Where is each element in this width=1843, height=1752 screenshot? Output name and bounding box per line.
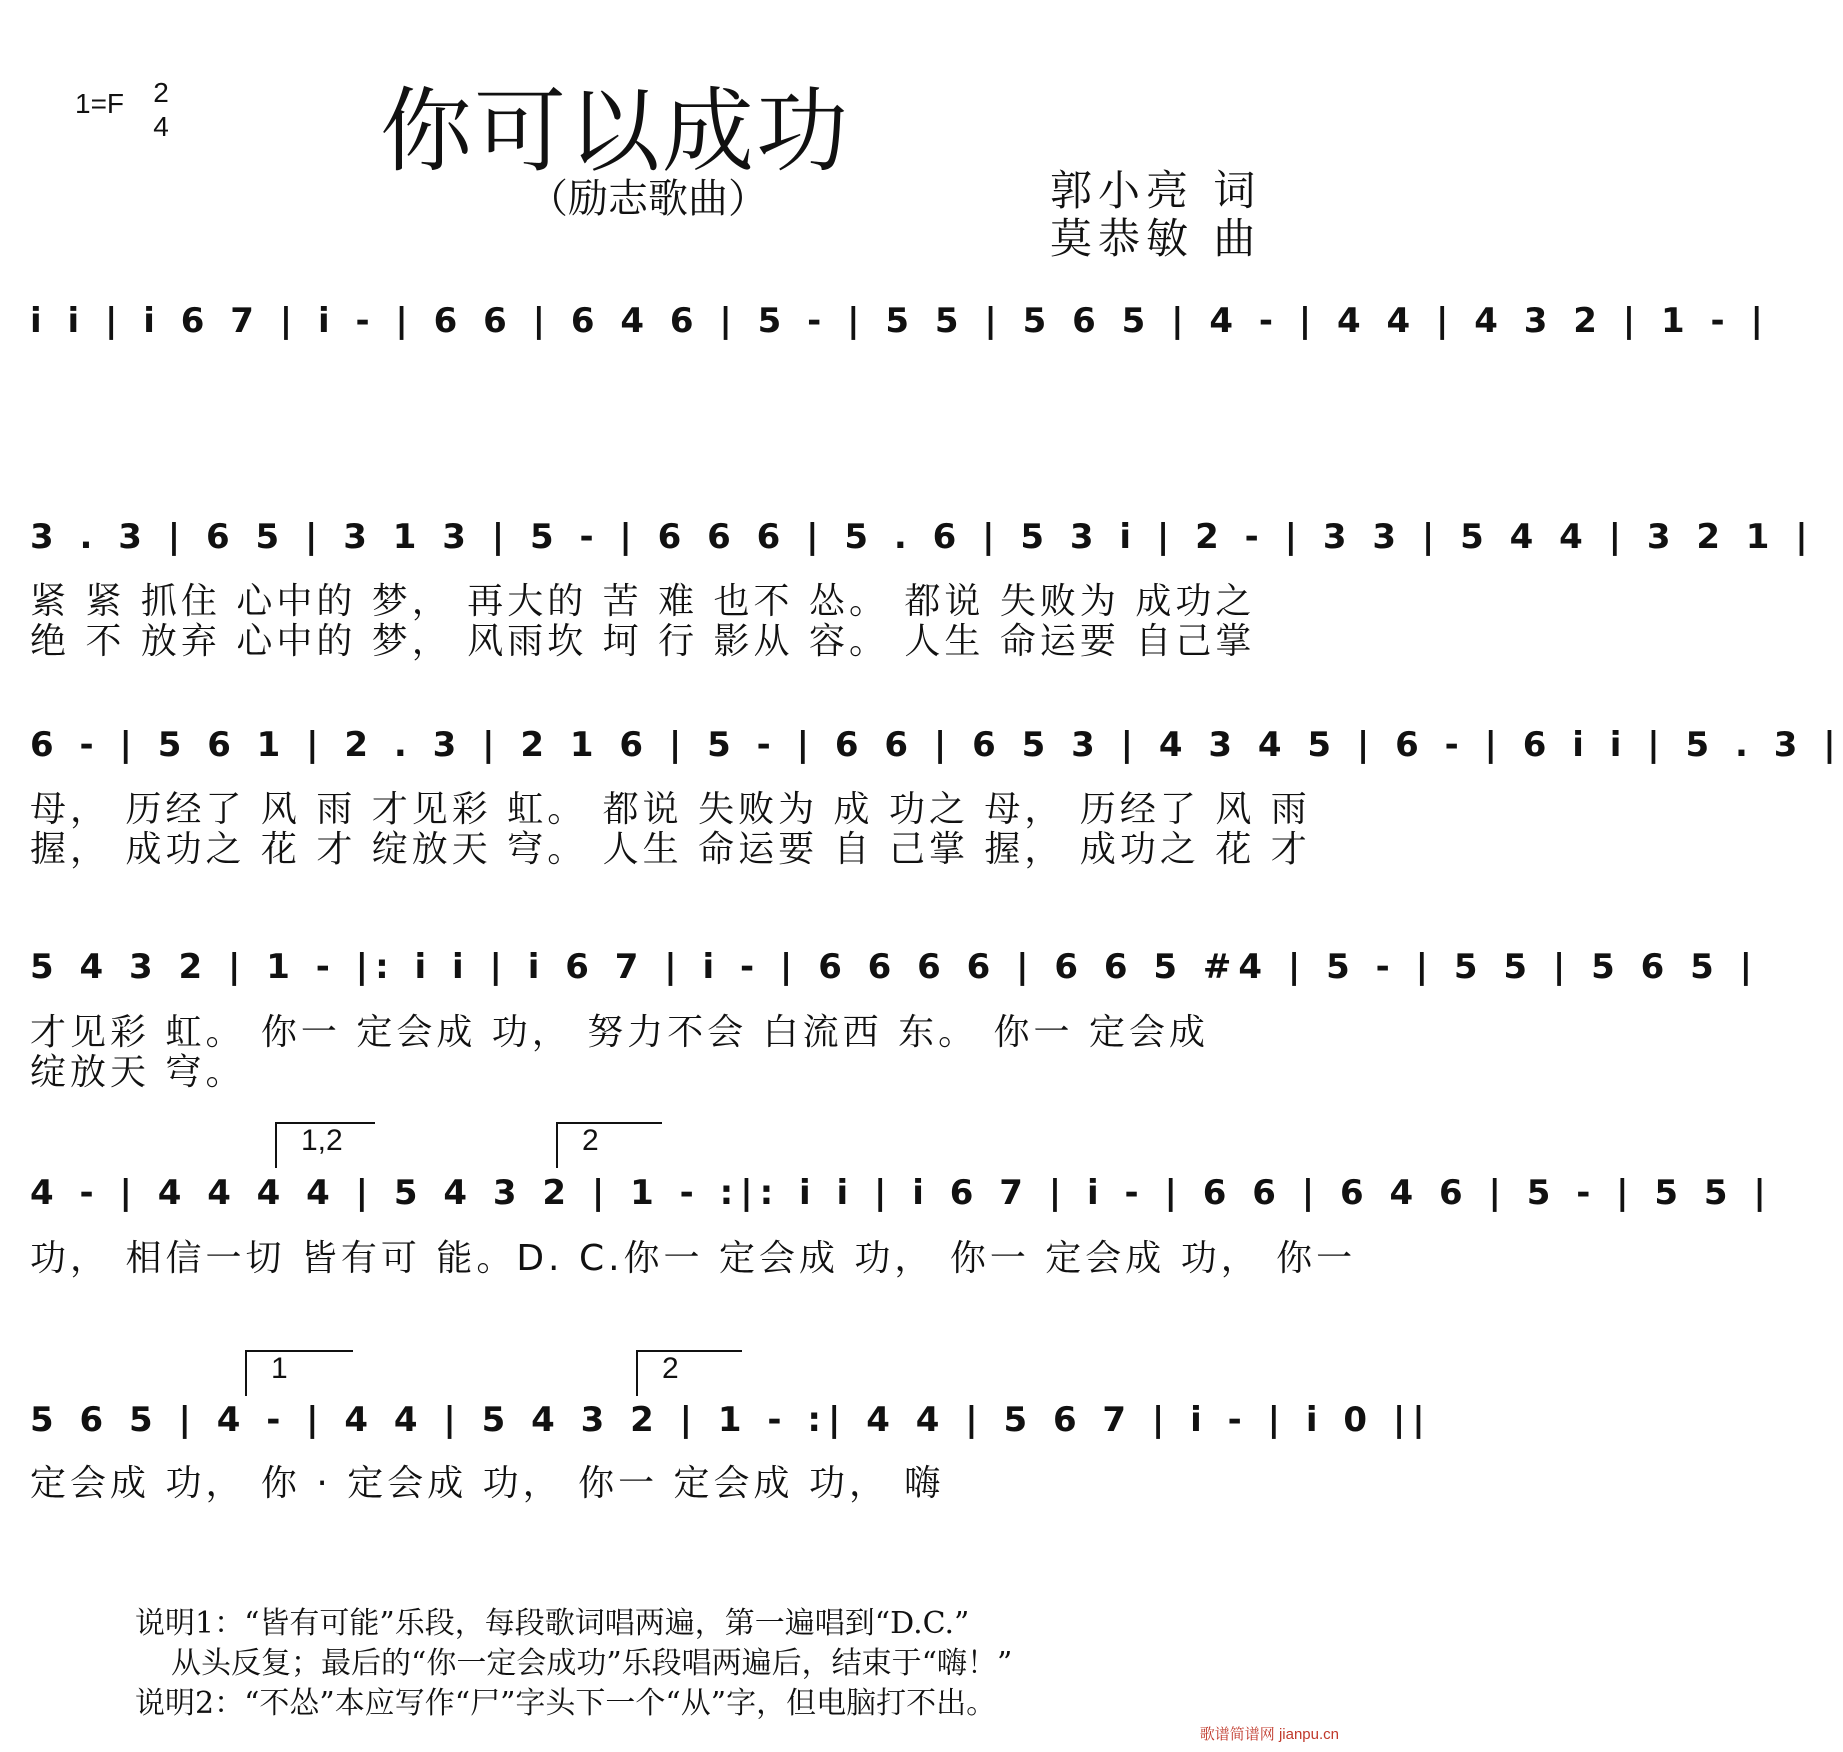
song-subtitle: （励志歌曲）	[528, 176, 768, 222]
explanation-notes	[135, 1604, 1012, 1724]
notation-line-5: 4 - | 4 4 4 4 | 5 4 3 2 | 1 - :|: i i | i 6 7 | i - | 6 6 | 6 4 6 | 5 - | 5 5 |	[30, 1173, 1773, 1213]
site-watermark: 歌谱简谱网 jianpu.cn	[1199, 1726, 1339, 1743]
time-denominator: 4	[153, 111, 169, 142]
explanation-1-cont: 从头反复；最后的“你一定会成功”乐段唱两遍后，结束于“嗨！”	[171, 1646, 1013, 1681]
song-title: 你可以成功	[380, 78, 851, 185]
lyrics-line-2-verse-1: 紧 紧 抓住 心中的 梦， 再大的 苦 难 也不 怂。 都说 失败为 成功之	[30, 581, 1256, 622]
explanation-1: 说明1：“皆有可能”乐段，每段歌词唱两遍，第一遍唱到“D.C.”	[135, 1606, 970, 1641]
time-signature	[146, 76, 176, 144]
lyrics-line-4-verse-1: 才见彩 虹。 你一 定会成 功， 努力不会 白流西 东。 你一 定会成	[30, 1012, 1209, 1053]
lyrics-line-2-verse-2: 绝 不 放弃 心中的 梦， 风雨坎 坷 行 影从 容。 人生 命运要 自己掌	[30, 621, 1256, 662]
notation-line-3: 6 - | 5 6 1 | 2 . 3 | 2 1 6 | 5 - | 6 6 | 6 5 3 | 4 3 4 5 | 6 - | 6 i i | 5 . 3 |	[30, 725, 1843, 765]
volta-bracket-2-final: 2	[636, 1350, 742, 1396]
volta-bracket-1-2: 1,2	[275, 1122, 375, 1168]
lyricist-credit: 郭小亮 词	[1050, 166, 1262, 215]
volta-bracket-1: 1	[245, 1350, 353, 1396]
lyrics-line-6: 定会成 功， 你 · 定会成 功， 你一 定会成 功， 嗨	[30, 1463, 945, 1504]
time-numerator: 2	[153, 77, 169, 108]
notation-line-2: 3 . 3 | 6 5 | 3 1 3 | 5 - | 6 6 6 | 5 . 6 | 5 3 i | 2 - | 3 3 | 5 4 4 | 3 2 1 |	[30, 517, 1815, 557]
lyrics-line-4-verse-2: 绽放天 穹。	[30, 1052, 246, 1093]
volta-bracket-2: 2	[556, 1122, 662, 1168]
lyrics-line-3-verse-2: 握， 成功之 花 才 绽放天 穹。 人生 命运要 自 己掌 握， 成功之 花 才	[30, 829, 1311, 870]
notation-line-6: 5 6 5 | 4 - | 4 4 | 5 4 3 2 | 1 - :| 4 4 | 5 6 7 | i - | i 0 ||	[30, 1400, 1432, 1440]
explanation-2: 说明2：“不怂”本应写作“尸”字头下一个“从”字，但电脑打不出。	[135, 1686, 997, 1721]
notation-line-4: 5 4 3 2 | 1 - |: i i | i 6 7 | i - | 6 6 6 6 | 6 6 5 #4 | 5 - | 5 5 | 5 6 5 |	[30, 947, 1759, 987]
composer-credit: 莫恭敏 曲	[1050, 214, 1262, 263]
lyrics-line-3-verse-1: 母， 历经了 风 雨 才见彩 虹。 都说 失败为 成 功之 母， 历经了 风 雨	[30, 789, 1311, 830]
lyrics-line-5: 功， 相信一切 皆有可 能。D. C.你一 定会成 功， 你一 定会成 功， 你一	[30, 1238, 1357, 1279]
notation-line-1: i i | i 6 7 | i - | 6 6 | 6 4 6 | 5 - | 5 5 | 5 6 5 | 4 - | 4 4 | 4 3 2 | 1 - |	[30, 301, 1770, 341]
key-signature: 1=F	[75, 88, 125, 119]
